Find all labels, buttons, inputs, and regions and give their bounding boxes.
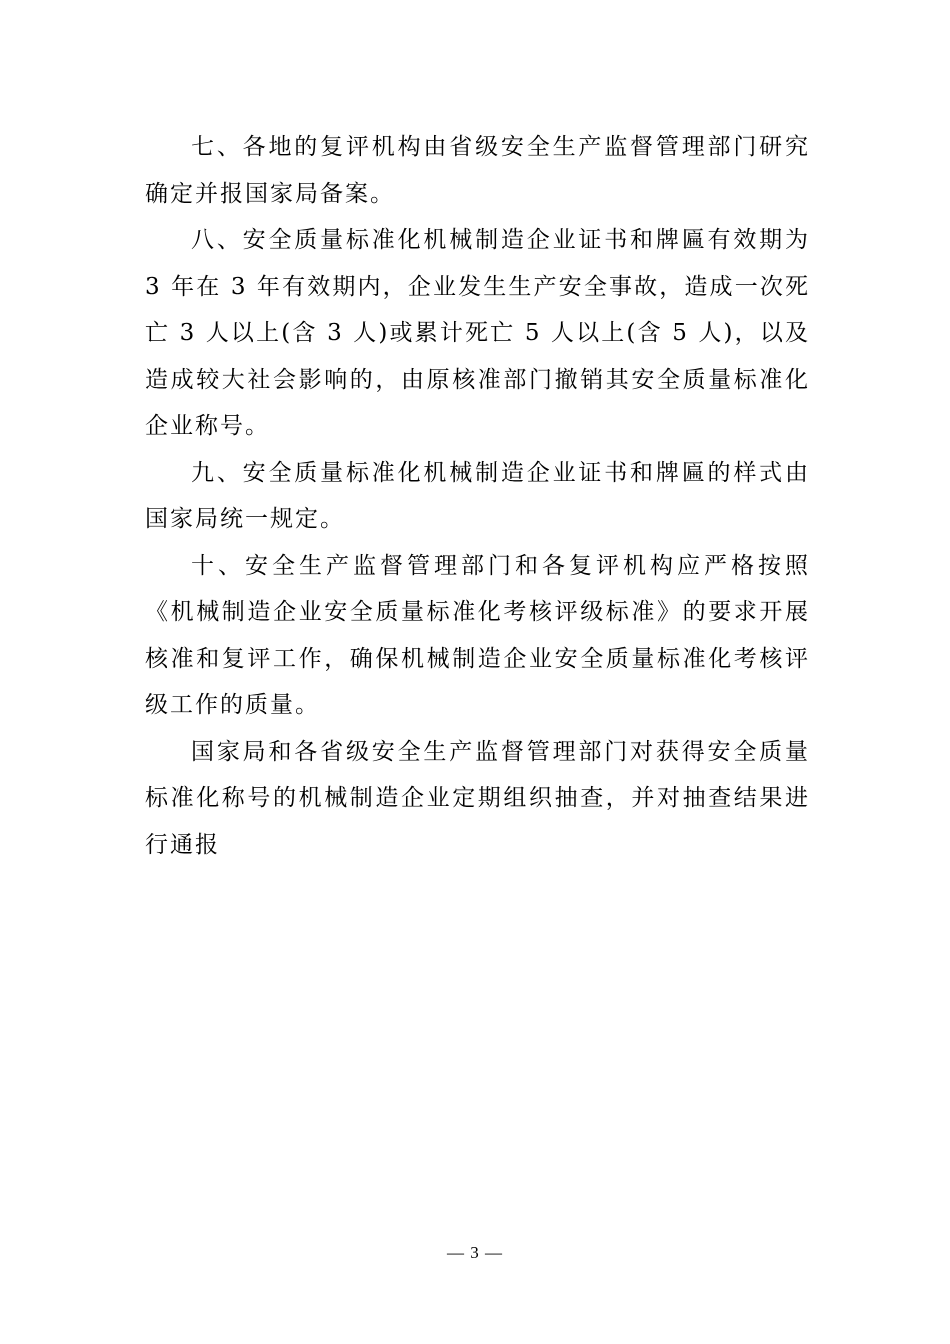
page-number: — 3 — <box>447 1243 503 1262</box>
paragraph-inspection: 国家局和各省级安全生产监督管理部门对获得安全质量标准化称号的机械制造企业定期组织抽查，并对抽查结果进行通报 <box>145 738 810 858</box>
document-body <box>145 124 810 868</box>
paragraph-10: 十、安全生产监督管理部门和各复评机构应严格按照《机械制造企业安全质量标准化考核评级标准》的要求开展核准和复评工作，确保机械制造企业安全质量标准化考核评级工作的质量。 <box>145 552 810 718</box>
paragraph-9: 九、安全质量标准化机械制造企业证书和牌匾的样式由国家局统一规定。 <box>145 459 810 532</box>
paragraph-8: 八、安全质量标准化机械制造企业证书和牌匾有效期为 3 年在 3 年有效期内，企业发生生产安全事故，造成一次死亡 3 人以上(含 3 人)或累计死亡 5 人以上(含 5 人)，以及造成较大社会影响的，由原核准部门撤销其安全质量标准化企业称号。 <box>145 227 810 439</box>
paragraph-7: 七、各地的复评机构由省级安全生产监督管理部门研究确定并报国家局备案。 <box>145 134 810 207</box>
